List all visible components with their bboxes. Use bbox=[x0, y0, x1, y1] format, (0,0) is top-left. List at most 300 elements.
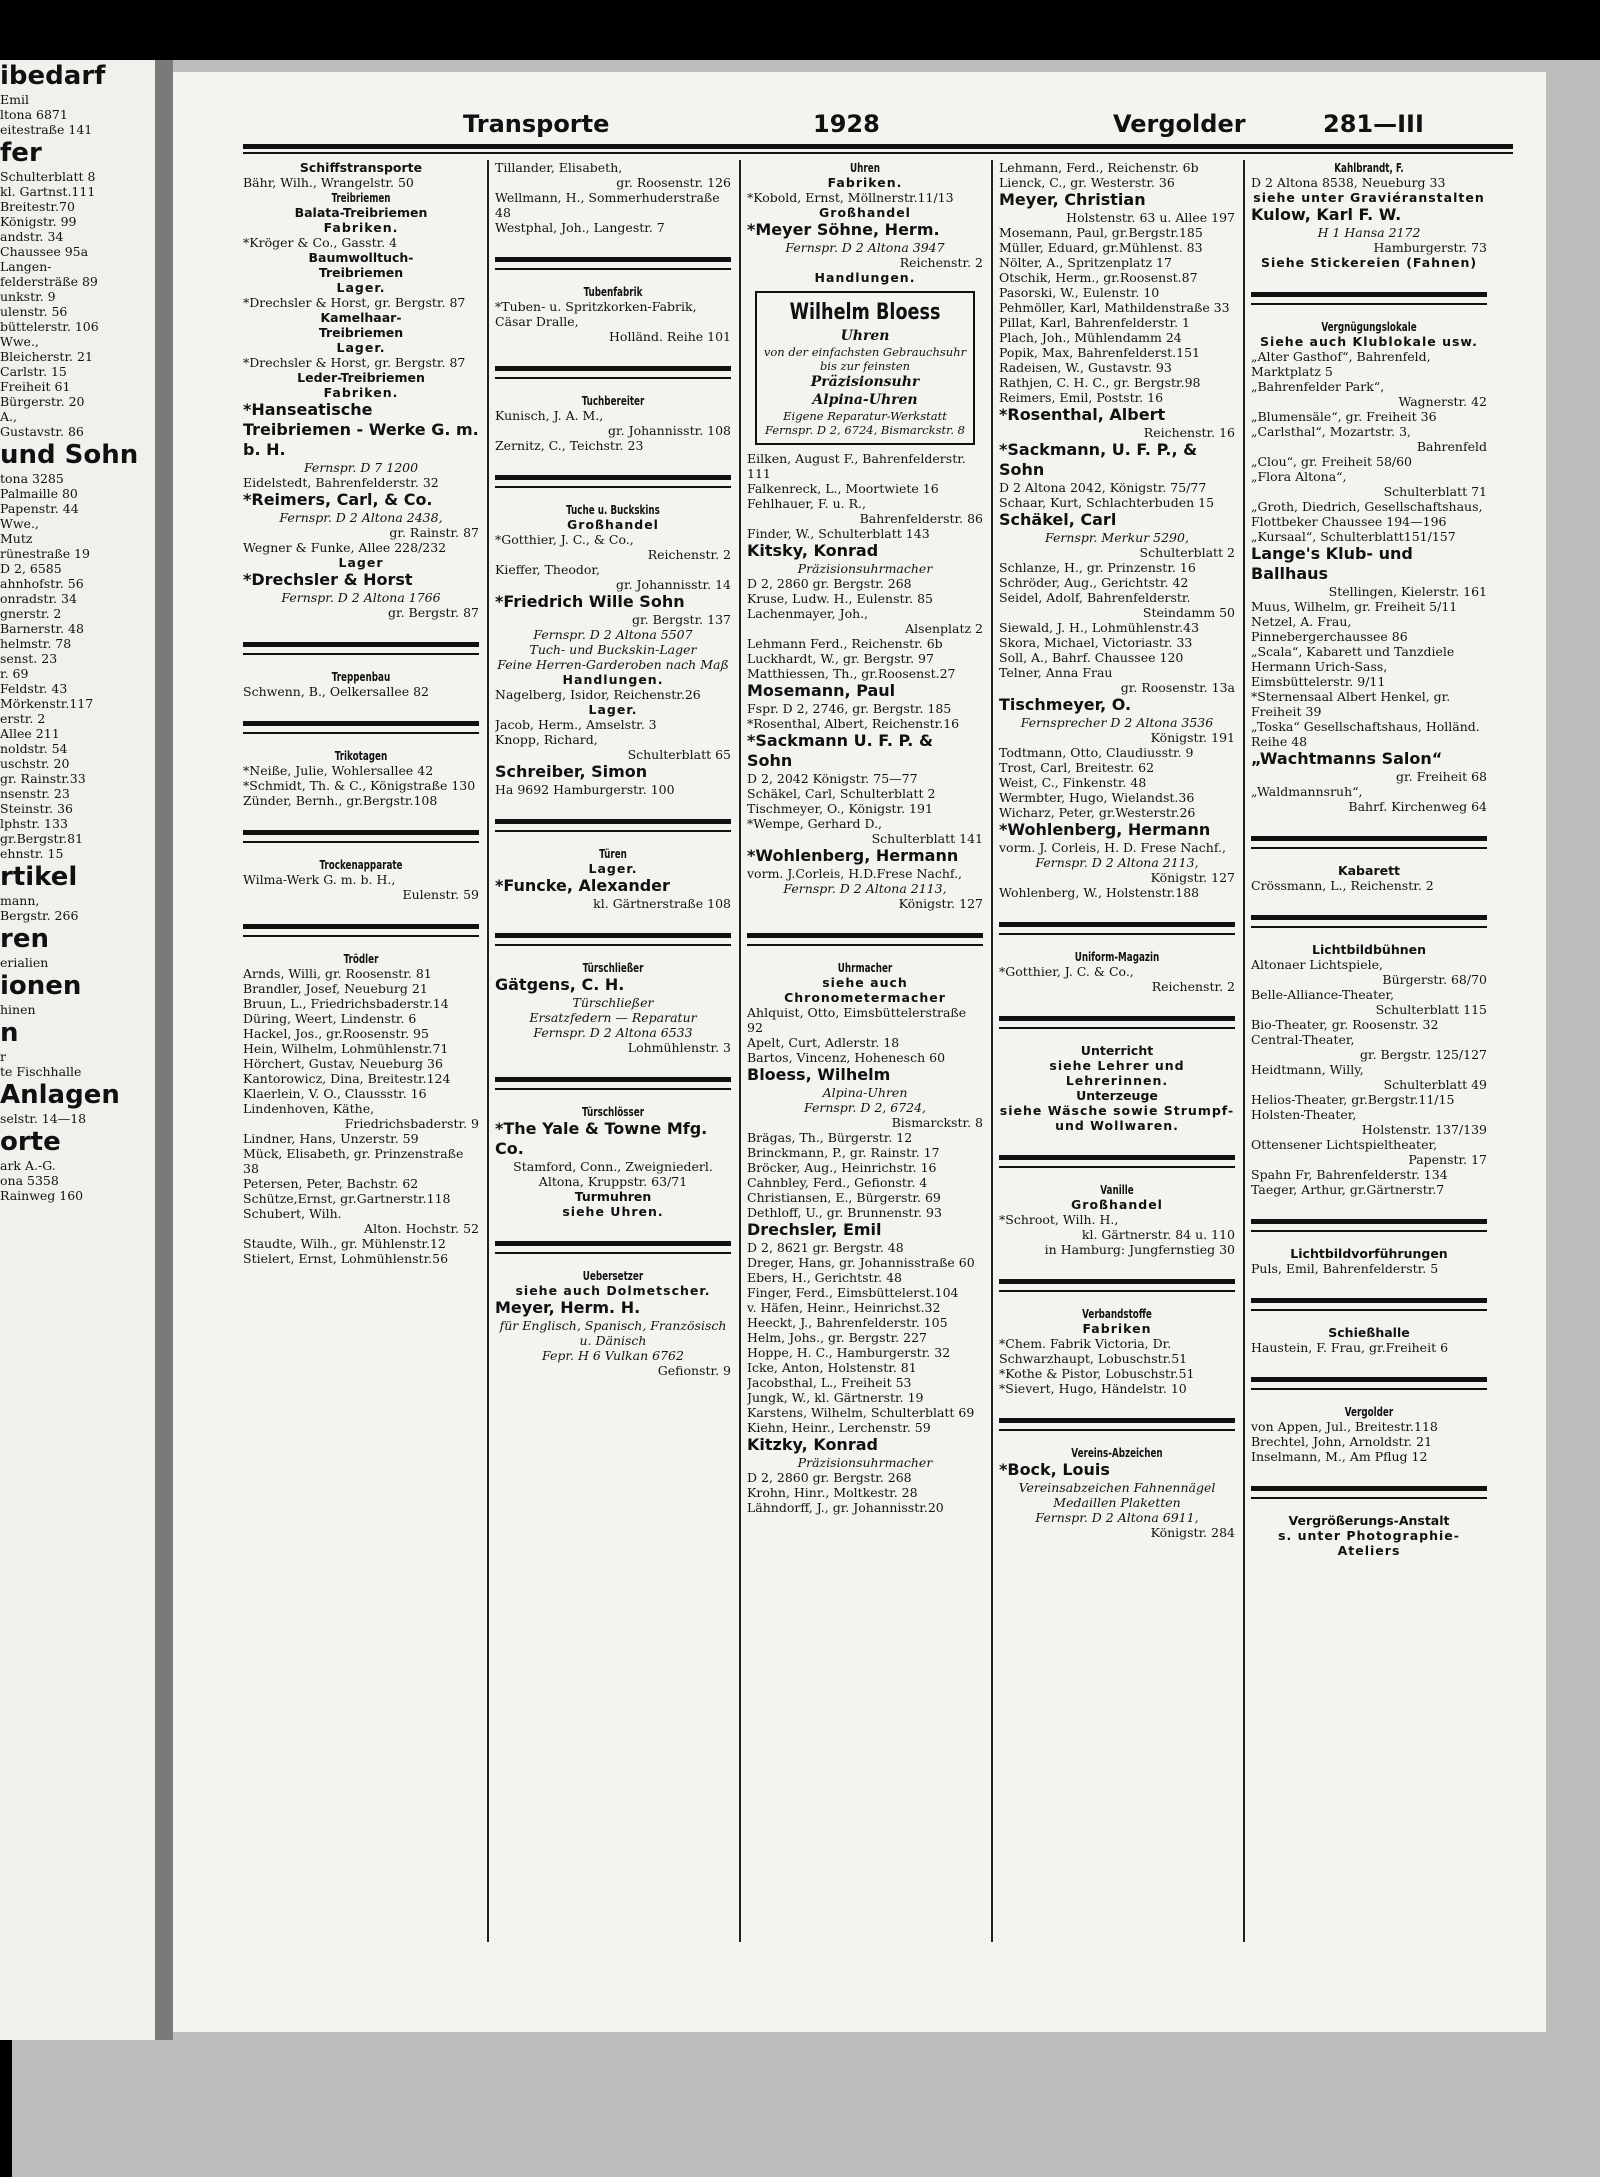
section-rule-thin bbox=[999, 1166, 1235, 1168]
phone-line: Fernspr. D 2 Altona 1766 bbox=[281, 590, 441, 605]
left-page-line: Carlstr. 15 bbox=[0, 364, 67, 379]
featured-entry: *Bock, Louis bbox=[999, 1460, 1110, 1479]
subcategory-heading: Balata-Treibriemen bbox=[294, 205, 428, 220]
section-note: Siehe auch Klublokale usw. bbox=[1260, 334, 1478, 349]
listing-entry: Siewald, J. H., Lohmühlenstr.43 bbox=[999, 620, 1200, 635]
address-line: Hamburgerstr. 73 bbox=[1373, 240, 1487, 255]
section-rule bbox=[243, 924, 479, 929]
listing-entry: Schütze,Ernst, gr.Gartnerstr.118 bbox=[243, 1191, 451, 1206]
listing-entry: Schwenn, B., Oelkersallee 82 bbox=[243, 684, 429, 699]
header-trade: Vergolder bbox=[1113, 110, 1246, 138]
listing-entry: „Scala“, Kabarett und Tanzdiele Hermann Urich-Sass, Eimsbüttelerstr. 9/11 bbox=[1251, 644, 1455, 689]
listing-entry: Ahlquist, Otto, Eimsbüttelerstraße 92 bbox=[747, 1005, 967, 1035]
category-heading: Türschließer bbox=[582, 960, 644, 975]
subcategory-heading: Turmuhren bbox=[574, 1189, 652, 1204]
address-line: Bismarckstr. 8 bbox=[891, 1115, 983, 1130]
header-section: Transporte bbox=[463, 110, 610, 138]
phone-line: Fernsprecher D 2 Altona 3536 bbox=[1020, 715, 1214, 730]
listing-entry: Lehmann, Ferd., Reichenstr. 6b bbox=[999, 160, 1199, 175]
listing-entry: Staudte, Wilh., gr. Mühlenstr.12 bbox=[243, 1236, 446, 1251]
listing-entry: Mosemann, Paul, gr.Bergstr.185 bbox=[999, 225, 1203, 240]
address-line: Reichenstr. 2 bbox=[899, 255, 983, 270]
featured-entry: Drechsler, Emil bbox=[747, 1220, 882, 1239]
listing-entry: Schröder, Aug., Gerichtstr. 42 bbox=[999, 575, 1189, 590]
listing-entry: Lindner, Hans, Unzerstr. 59 bbox=[243, 1131, 419, 1146]
entry-line: Stamford, Conn., Zweigniederl. Altona, Kruppstr. 63/71 bbox=[513, 1159, 713, 1189]
left-page-line: ltona 6871 bbox=[0, 107, 68, 122]
entry-description: Fernspr. D 2, 6724, bbox=[803, 1100, 927, 1115]
section-note: siehe Wäsche sowie Strumpf- und Wollwaren. bbox=[999, 1103, 1235, 1133]
listing-entry: „Kursaal“, Schulterblatt151/157 bbox=[1251, 529, 1456, 544]
listing-entry: Apelt, Curt, Adlerstr. 18 bbox=[747, 1035, 900, 1050]
listing-entry: Puls, Emil, Bahrenfelderstr. 5 bbox=[1251, 1261, 1439, 1276]
phone-line: Fernspr. D 2 Altona 6911, bbox=[1035, 1510, 1199, 1525]
section-rule bbox=[243, 830, 479, 835]
category-heading: Türen bbox=[599, 846, 627, 861]
subcategory-heading: Unterricht bbox=[1080, 1043, 1154, 1058]
listing-entry: Pillat, Karl, Bahrenfelderstr. 1 bbox=[999, 315, 1190, 330]
listing-entry: Dethloff, U., gr. Brunnenstr. 93 bbox=[747, 1205, 942, 1220]
section-rule-thin bbox=[1251, 847, 1487, 849]
phone-line: H 1 Hansa 2172 bbox=[1317, 225, 1421, 240]
listing-entry: Central-Theater, bbox=[1251, 1032, 1355, 1047]
section-rule-thin bbox=[495, 377, 731, 379]
left-page-line: mann, bbox=[0, 893, 40, 908]
listing-entry: Hörchert, Gustav, Neueburg 36 bbox=[243, 1056, 443, 1071]
left-page-line: ona 5358 bbox=[0, 1173, 59, 1188]
left-page-line: ren bbox=[0, 924, 49, 954]
section-rule bbox=[495, 1077, 731, 1082]
section-rule bbox=[1251, 836, 1487, 841]
listing-entry: „Groth, Diedrich, Gesellschaftshaus, Flottbeker Chaussee 194—196 bbox=[1251, 499, 1483, 529]
listing-entry: Otschik, Herm., gr.Roosenst.87 bbox=[999, 270, 1198, 285]
listing-entry: *Kothe & Pistor, Lobuschstr.51 bbox=[999, 1366, 1195, 1381]
listing-entry: Schlanze, H., gr. Prinzenstr. 16 bbox=[999, 560, 1196, 575]
ad-line: von der einfachsten Gebrauchsuhr bis zur feinsten bbox=[763, 345, 967, 373]
left-page-line: Breitestr.70 bbox=[0, 199, 75, 214]
category-heading: Uhren bbox=[850, 160, 880, 175]
featured-entry: *Hanseatische Treibriemen - Werke G. m. b. H. bbox=[243, 400, 479, 459]
listing-entry: Pehmöller, Karl, Mathildenstraße 33 bbox=[999, 300, 1230, 315]
left-page-line: Steinstr. 36 bbox=[0, 801, 73, 816]
address-line: Schulterblatt 115 bbox=[1375, 1002, 1487, 1017]
section-note: Fabriken. bbox=[827, 175, 903, 190]
section-rule-thin bbox=[243, 732, 479, 734]
ad-line: Alpina-Uhren bbox=[812, 392, 918, 408]
left-page-line: n bbox=[0, 1018, 19, 1048]
left-page-line: ark A.-G. bbox=[0, 1158, 56, 1173]
address-line: gr. Freiheit 68 bbox=[1396, 769, 1487, 784]
listing-entry: „Flora Altona“, bbox=[1251, 469, 1347, 484]
section-note: siehe auch Dolmetscher. bbox=[515, 1283, 711, 1298]
section-rule-thin bbox=[1251, 1497, 1487, 1499]
listing-entry: *Chem. Fabrik Victoria, Dr. Schwarzhaupt, Lobuschstr.51 bbox=[999, 1336, 1188, 1366]
left-page-line: eitestraße 141 bbox=[0, 122, 93, 137]
listing-entry: *Gotthier, J. C. & Co., bbox=[999, 964, 1134, 979]
listing-entry: Inselmann, M., Am Pflug 12 bbox=[1251, 1449, 1428, 1464]
listing-entry: Hackel, Jos., gr.Roosenstr. 95 bbox=[243, 1026, 429, 1041]
listing-entry: Bröcker, Aug., Heinrichstr. 16 bbox=[747, 1160, 937, 1175]
category-heading: Tuche u. Buckskins bbox=[566, 502, 660, 517]
phone-line: Fernspr. D 2 Altona 2113, bbox=[783, 881, 947, 896]
section-rule bbox=[999, 1016, 1235, 1021]
listing-entry: Holsten-Theater, bbox=[1251, 1107, 1357, 1122]
listing-entry: v. Häfen, Heinr., Heinrichst.32 bbox=[747, 1300, 941, 1315]
listing-entry: Stielert, Ernst, Lohmühlenstr.56 bbox=[243, 1251, 449, 1266]
phone-line: Fernspr. D 2 Altona 2438, bbox=[279, 510, 443, 525]
left-page-line: ahnhofstr. 56 bbox=[0, 576, 84, 591]
phone-line: Fernspr. Merkur 5290, bbox=[1045, 530, 1189, 545]
left-page-fragment bbox=[0, 60, 155, 2040]
column-2 bbox=[495, 160, 731, 1952]
listing-entry: vorm. J.Corleis, H.D.Frese Nachf., bbox=[747, 866, 963, 881]
left-page-line: erstr. 2 bbox=[0, 711, 46, 726]
header-rule bbox=[243, 144, 1513, 149]
address-line: Eulenstr. 59 bbox=[402, 887, 479, 902]
section-rule bbox=[243, 642, 479, 647]
advertisement-box bbox=[755, 291, 975, 445]
left-page-line: Mörkenstr.117 bbox=[0, 696, 94, 711]
subcategory-heading: Lichtbildbühnen bbox=[1311, 942, 1427, 957]
listing-entry: Radeisen, W., Gustavstr. 93 bbox=[999, 360, 1172, 375]
listing-entry: Wohlenberg, W., Holstenstr.188 bbox=[999, 885, 1200, 900]
subcategory-heading: Kamelhaar- bbox=[320, 310, 402, 325]
listing-entry: D 2 Altona 8538, Neueburg 33 bbox=[1251, 175, 1446, 190]
address-line: in Hamburg: Jungfernstieg 30 bbox=[1044, 1242, 1235, 1257]
section-rule-thin bbox=[243, 935, 479, 937]
address-line: Holländ. Reihe 101 bbox=[609, 329, 731, 344]
listing-entry: Luckhardt, W., gr. Bergstr. 97 bbox=[747, 651, 934, 666]
section-rule bbox=[495, 819, 731, 824]
category-heading: Trödler bbox=[343, 951, 379, 966]
listing-entry: *Drechsler & Horst, gr. Bergstr. 87 bbox=[243, 355, 466, 370]
address-line: gr. Bergstr. 125/127 bbox=[1359, 1047, 1487, 1062]
listing-entry: Muus, Wilhelm, gr. Freiheit 5/11 bbox=[1251, 599, 1458, 614]
listing-entry: Christiansen, E., Bürgerstr. 69 bbox=[747, 1190, 941, 1205]
section-rule-thin bbox=[999, 1429, 1235, 1431]
left-page-line: r. 69 bbox=[0, 666, 29, 681]
listing-entry: Telner, Anna Frau bbox=[999, 665, 1113, 680]
section-rule bbox=[999, 1279, 1235, 1284]
category-heading: Verbandstoffe bbox=[1082, 1306, 1152, 1321]
address-line: Reichenstr. 16 bbox=[1143, 425, 1235, 440]
subcategory-heading: Unterzeuge bbox=[1076, 1088, 1158, 1103]
left-page-line: Papenstr. 44 bbox=[0, 501, 79, 516]
phone-line: Fernspr. D 2 Altona 5507 bbox=[533, 627, 693, 642]
featured-entry: Gätgens, C. H. bbox=[495, 975, 625, 994]
phone-line: Fernspr. D 2 Altona 3947 bbox=[785, 240, 945, 255]
section-note: siehe auch Chronometermacher bbox=[784, 975, 946, 1005]
featured-entry: Tischmeyer, O. bbox=[999, 695, 1132, 714]
listing-entry: D 2, 2860 gr. Bergstr. 268 bbox=[747, 576, 912, 591]
left-page-line: Wwe., bbox=[0, 516, 39, 531]
featured-entry: *Reimers, Carl, & Co. bbox=[243, 490, 433, 509]
featured-entry: Meyer, Herm. H. bbox=[495, 1298, 641, 1317]
listing-entry: Heidtmann, Willy, bbox=[1251, 1062, 1364, 1077]
featured-entry: *Drechsler & Horst bbox=[243, 570, 413, 589]
column-4 bbox=[999, 160, 1235, 1952]
listing-entry: Jacob, Herm., Amselstr. 3 bbox=[495, 717, 657, 732]
section-rule-thin bbox=[495, 830, 731, 832]
subcategory-heading: Treibriemen bbox=[318, 325, 404, 340]
left-page-line: Barnerstr. 48 bbox=[0, 621, 84, 636]
listing-entry: Finger, Ferd., Eimsbüttelerst.104 bbox=[747, 1285, 959, 1300]
left-page-line: A., bbox=[0, 409, 17, 424]
page-number: 281—III bbox=[1323, 110, 1424, 138]
featured-entry: *Rosenthal, Albert bbox=[999, 405, 1166, 424]
listing-entry: *Kröger & Co., Gasstr. 4 bbox=[243, 235, 398, 250]
listing-entry: Ebers, H., Gerichtstr. 48 bbox=[747, 1270, 903, 1285]
listing-entry: Soll, A., Bahrf. Chaussee 120 bbox=[999, 650, 1184, 665]
section-rule-thin bbox=[243, 653, 479, 655]
section-note: Fabriken. bbox=[323, 385, 399, 400]
featured-entry: Schäkel, Carl bbox=[999, 510, 1117, 529]
entry-description: Vereinsabzeichen Fahnennägel Medaillen Plaketten bbox=[1018, 1480, 1216, 1510]
listing-entry: Schubert, Wilh. bbox=[243, 1206, 342, 1221]
listing-entry: Heeckt, J., Bahrenfelderstr. 105 bbox=[747, 1315, 948, 1330]
address-line: Schulterblatt 65 bbox=[627, 747, 731, 762]
address-line: Holstenstr. 63 u. Allee 197 bbox=[1066, 210, 1235, 225]
header-rule-thin bbox=[243, 152, 1513, 154]
featured-entry: *Meyer Söhne, Herm. bbox=[747, 220, 940, 239]
featured-entry: Kitzky, Konrad bbox=[747, 1435, 878, 1454]
address-line: gr. Bergstr. 87 bbox=[387, 605, 479, 620]
listing-entry: *Wempe, Gerhard D., bbox=[747, 816, 883, 831]
left-page-line: feldersträße 89 bbox=[0, 274, 98, 289]
category-heading: Vanille bbox=[1100, 1182, 1134, 1197]
section-rule bbox=[1251, 1486, 1487, 1491]
section-rule-thin bbox=[999, 933, 1235, 935]
category-heading: Uebersetzer bbox=[582, 1268, 644, 1283]
address-line: Schulterblatt 71 bbox=[1383, 484, 1487, 499]
listing-entry: Wellmann, H., Sommerhuderstraße 48 bbox=[495, 190, 720, 220]
left-page-line: Bürgerstr. 20 bbox=[0, 394, 85, 409]
section-note: Fabriken. bbox=[323, 220, 399, 235]
section-note: Lager. bbox=[336, 340, 386, 355]
address-line: Schulterblatt 141 bbox=[871, 831, 983, 846]
section-rule-thin bbox=[495, 268, 731, 270]
section-rule-thin bbox=[1251, 1230, 1487, 1232]
left-page-line: rünestraße 19 bbox=[0, 546, 90, 561]
featured-entry: Schreiber, Simon bbox=[495, 762, 648, 781]
left-page-line: helmstr. 78 bbox=[0, 636, 72, 651]
section-rule bbox=[495, 1241, 731, 1246]
listing-entry: Helios-Theater, gr.Bergstr.11/15 bbox=[1251, 1092, 1455, 1107]
left-page-line: andstr. 34 bbox=[0, 229, 64, 244]
address-line: Königstr. 127 bbox=[1150, 870, 1235, 885]
section-rule-thin bbox=[1251, 1388, 1487, 1390]
left-page-line: onradstr. 34 bbox=[0, 591, 77, 606]
address-line: gr. Roosenstr. 13a bbox=[1120, 680, 1235, 695]
left-page-line: Emil bbox=[0, 92, 29, 107]
section-note: siehe Uhren. bbox=[562, 1204, 664, 1219]
listing-entry: *Gotthier, J. C., & Co., bbox=[495, 532, 634, 547]
address-line: Steindamm 50 bbox=[1142, 605, 1235, 620]
listing-entry: Kieffer, Theodor, bbox=[495, 562, 600, 577]
subcategory-heading: Schiffstransporte bbox=[299, 160, 423, 175]
category-heading: Trockenapparate bbox=[319, 857, 403, 872]
section-note: Lager. bbox=[588, 702, 638, 717]
section-rule bbox=[1251, 1377, 1487, 1382]
section-rule bbox=[999, 1418, 1235, 1423]
left-page-line: te Fischhalle bbox=[0, 1064, 82, 1079]
ad-line: Präzisionsuhr bbox=[810, 374, 920, 390]
listing-entry: Crössmann, L., Reichenstr. 2 bbox=[1251, 878, 1434, 893]
column-divider bbox=[487, 160, 489, 1942]
listing-entry: Brägas, Th., Bürgerstr. 12 bbox=[747, 1130, 913, 1145]
category-heading: Kahlbrandt, F. bbox=[1334, 160, 1404, 175]
listing-entry: Lienck, C., gr. Westerstr. 36 bbox=[999, 175, 1175, 190]
listing-entry: „Clou“, gr. Freiheit 58/60 bbox=[1251, 454, 1413, 469]
left-page-line: Schulterblatt 8 bbox=[0, 169, 96, 184]
section-rule bbox=[747, 933, 983, 938]
listing-entry: Skora, Michael, Victoriastr. 33 bbox=[999, 635, 1193, 650]
category-heading: Tubenfabrik bbox=[583, 284, 643, 299]
featured-entry: *Funcke, Alexander bbox=[495, 876, 670, 895]
left-page-line: Anlagen bbox=[0, 1080, 120, 1110]
section-note: siehe Lehrer und Lehrerinnen. bbox=[1049, 1058, 1185, 1088]
listing-entry: Ottensener Lichtspieltheater, bbox=[1251, 1137, 1438, 1152]
address-line: Wagnerstr. 42 bbox=[1398, 394, 1487, 409]
section-note: Handlungen. bbox=[562, 672, 664, 687]
address-line: gr. Bergstr. 137 bbox=[632, 612, 731, 627]
featured-entry: *Wohlenberg, Hermann bbox=[999, 820, 1211, 839]
left-page-line: gnerstr. 2 bbox=[0, 606, 62, 621]
section-rule-thin bbox=[999, 1027, 1235, 1029]
listing-entry: Wegner & Funke, Allee 228/232 bbox=[243, 540, 447, 555]
listing-entry: Bähr, Wilh., Wrangelstr. 50 bbox=[243, 175, 414, 190]
ad-line: Eigene Reparatur-Werkstatt bbox=[783, 409, 947, 423]
address-line: Schulterblatt 49 bbox=[1383, 1077, 1487, 1092]
listing-entry: Netzel, A. Frau, Pinnebergerchaussee 86 bbox=[1251, 614, 1408, 644]
listing-entry: *Schmidt, Th. & C., Königstraße 130 bbox=[243, 778, 476, 793]
address-line: Königstr. 191 bbox=[1150, 730, 1235, 745]
address-line: Bahrenfeld bbox=[1416, 439, 1487, 454]
ad-line: Fernspr. D 2, 6724, Bismarckstr. 8 bbox=[764, 423, 966, 437]
section-rule-thin bbox=[747, 944, 983, 946]
category-heading: Tuchbereiter bbox=[581, 393, 645, 408]
listing-entry: Hoppe, H. C., Hamburgerstr. 32 bbox=[747, 1345, 951, 1360]
left-page-line: ehnstr. 15 bbox=[0, 846, 64, 861]
listing-entry: Reimers, Emil, Poststr. 16 bbox=[999, 390, 1164, 405]
left-page-line: Gustavstr. 86 bbox=[0, 424, 84, 439]
listing-entry: Westphal, Joh., Langestr. 7 bbox=[495, 220, 665, 235]
left-page-line: Langen- bbox=[0, 259, 52, 274]
featured-entry: *Wohlenberg, Hermann bbox=[747, 846, 959, 865]
featured-entry: *Friedrich Wille Sohn bbox=[495, 592, 685, 611]
entry-description: Ersatzfedern — Reparatur bbox=[529, 1010, 697, 1025]
listing-entry: *Kobold, Ernst, Möllnerstr.11/13 bbox=[747, 190, 954, 205]
left-page-line: D 2, 6585 bbox=[0, 561, 62, 576]
left-page-line: tona 3285 bbox=[0, 471, 64, 486]
listing-entry: „Carlsthal“, Mozartstr. 3, bbox=[1251, 424, 1412, 439]
listing-entry: Schaar, Kurt, Schlachterbuden 15 bbox=[999, 495, 1215, 510]
listing-entry: *Drechsler & Horst, gr. Bergstr. 87 bbox=[243, 295, 466, 310]
scan-border-top bbox=[0, 0, 1600, 60]
left-page-line: Bergstr. 266 bbox=[0, 908, 79, 923]
left-page-line: Freiheit 61 bbox=[0, 379, 71, 394]
left-page-line: Rainweg 160 bbox=[0, 1188, 84, 1203]
left-page-line: unkstr. 9 bbox=[0, 289, 56, 304]
left-page-line: nsenstr. 23 bbox=[0, 786, 70, 801]
left-page-line: Wwe., bbox=[0, 334, 39, 349]
listing-entry: *Rosenthal, Albert, Reichenstr.16 bbox=[747, 716, 960, 731]
address-line: gr. Johannisstr. 14 bbox=[616, 577, 731, 592]
listing-entry: *Tuben- u. Spritzkorken-Fabrik, Cäsar Dralle, bbox=[495, 299, 697, 329]
section-note: s. unter Photographie-Ateliers bbox=[1278, 1528, 1460, 1558]
listing-entry: Cahnbley, Ferd., Gefionstr. 4 bbox=[747, 1175, 928, 1190]
left-page-line: gr.Bergstr.81 bbox=[0, 831, 84, 846]
featured-entry: Kitsky, Konrad bbox=[747, 541, 879, 560]
listing-entry: Finder, W., Schulterblatt 143 bbox=[747, 526, 930, 541]
left-page-line: erialien bbox=[0, 955, 49, 970]
listing-entry: Hein, Wilhelm, Lohmühlenstr.71 bbox=[243, 1041, 449, 1056]
featured-entry: „Wachtmanns Salon“ bbox=[1251, 749, 1443, 768]
subcategory-heading: Leder-Treibriemen bbox=[297, 370, 425, 385]
address-line: Friedrichsbaderstr. 9 bbox=[344, 1116, 479, 1131]
listing-entry: *Sievert, Hugo, Händelstr. 10 bbox=[999, 1381, 1187, 1396]
section-note: Handlungen. bbox=[814, 270, 916, 285]
address-line: kl. Gärtnerstr. 84 u. 110 bbox=[1081, 1227, 1235, 1242]
featured-entry: Mosemann, Paul bbox=[747, 681, 896, 700]
category-heading: Vereins-Abzeichen bbox=[1071, 1445, 1163, 1460]
listing-entry: „Bahrenfelder Park“, bbox=[1251, 379, 1385, 394]
left-page-line: Mutz bbox=[0, 531, 33, 546]
left-page-line: lphstr. 133 bbox=[0, 816, 68, 831]
column-divider bbox=[739, 160, 741, 1942]
category-heading: Vergolder bbox=[1344, 1404, 1394, 1419]
listing-entry: Kiehn, Heinr., Lerchenstr. 59 bbox=[747, 1420, 931, 1435]
listing-entry: „Alter Gasthof“, Bahrenfeld, Marktplatz 5 bbox=[1251, 349, 1431, 379]
listing-entry: Wicharz, Peter, gr.Westerstr.26 bbox=[999, 805, 1196, 820]
address-line: Reichenstr. 2 bbox=[647, 547, 731, 562]
subcategory-heading: Schießhalle bbox=[1328, 1325, 1410, 1340]
listing-entry: Dreger, Hans, gr. Johannisstraße 60 bbox=[747, 1255, 975, 1270]
listing-entry: Trost, Carl, Breitestr. 62 bbox=[999, 760, 1155, 775]
left-page-line: Königstr. 99 bbox=[0, 214, 77, 229]
entry-description: Präzisionsuhrmacher bbox=[797, 561, 933, 576]
listing-entry: Klaerlein, V. O., Claussstr. 16 bbox=[243, 1086, 427, 1101]
listing-entry: Altonaer Lichtspiele, bbox=[1251, 957, 1383, 972]
address-line: Alton. Hochstr. 52 bbox=[364, 1221, 479, 1236]
address-line: Holstenstr. 137/139 bbox=[1361, 1122, 1487, 1137]
section-rule bbox=[1251, 915, 1487, 920]
entry-description: Tuch- und Buckskin-Lager bbox=[529, 642, 697, 657]
section-note: Lager bbox=[338, 555, 384, 570]
listing-entry: Lindenhoven, Käthe, bbox=[243, 1101, 375, 1116]
listing-entry: Belle-Alliance-Theater, bbox=[1251, 987, 1395, 1002]
section-note: Großhandel bbox=[567, 517, 659, 532]
category-heading: Uniform-Magazin bbox=[1074, 949, 1160, 964]
listing-entry: Kunisch, J. A. M., bbox=[495, 408, 604, 423]
left-page-line: noldstr. 54 bbox=[0, 741, 68, 756]
address-line: gr. Rainstr. 87 bbox=[389, 525, 479, 540]
address-line: Papenstr. 17 bbox=[1408, 1152, 1487, 1167]
left-page-line: senst. 23 bbox=[0, 651, 58, 666]
listing-entry: Schäkel, Carl, Schulterblatt 2 bbox=[747, 786, 936, 801]
listing-entry: Fspr. D 2, 2746, gr. Bergstr. 185 bbox=[747, 701, 952, 716]
section-rule-thin bbox=[495, 1088, 731, 1090]
category-heading: Treibriemen bbox=[331, 190, 391, 205]
listing-entry: Todtmann, Otto, Claudiusstr. 9 bbox=[999, 745, 1194, 760]
section-rule bbox=[495, 933, 731, 938]
address-line: Königstr. 284 bbox=[1150, 1525, 1235, 1540]
section-note: Lager. bbox=[588, 861, 638, 876]
category-heading: Uhrmacher bbox=[837, 960, 893, 975]
listing-entry: Lachenmayer, Joh., bbox=[747, 606, 869, 621]
listing-entry: Brinckmann, P., gr. Rainstr. 17 bbox=[747, 1145, 940, 1160]
left-page-line: rtikel bbox=[0, 862, 78, 892]
